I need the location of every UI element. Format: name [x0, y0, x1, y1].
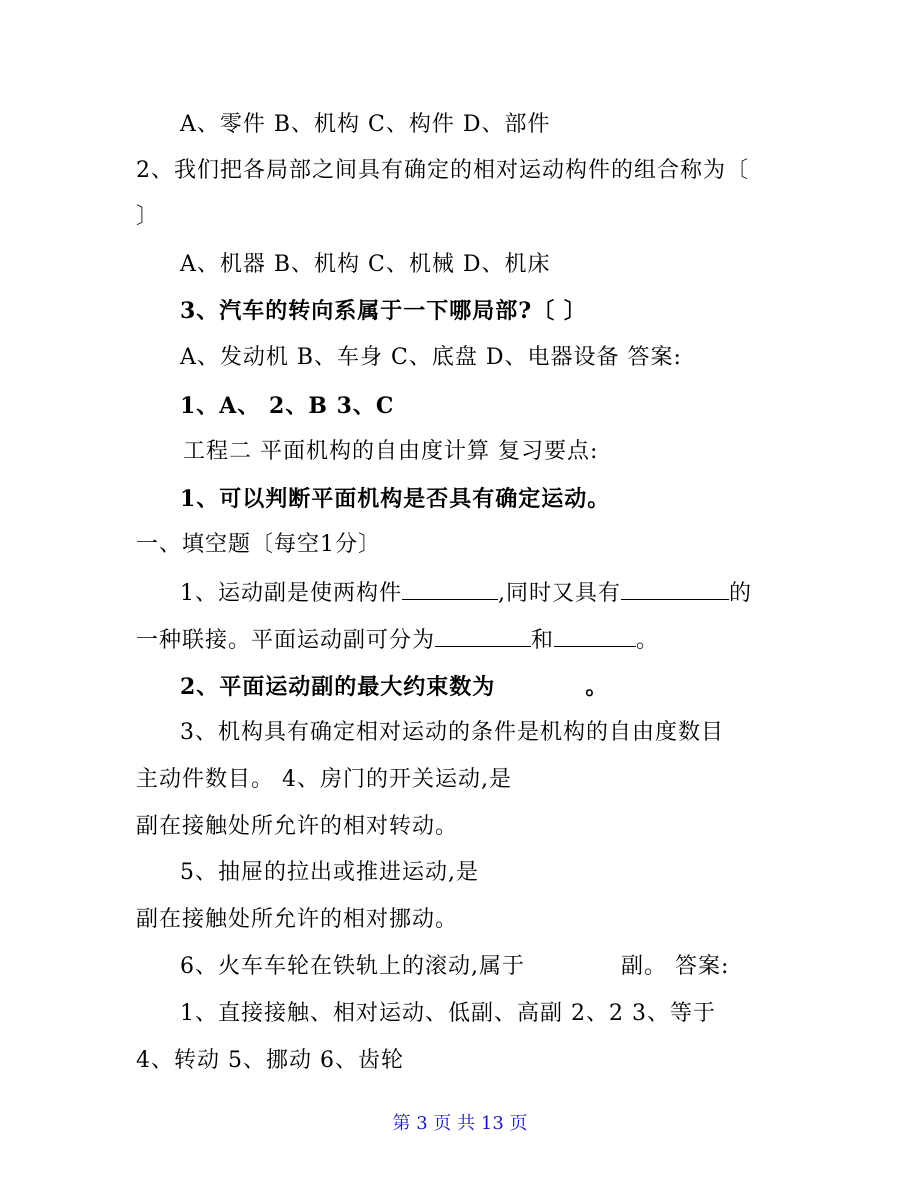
fill-1-line2-part2: 和	[531, 628, 555, 653]
fill-2-end: 。	[585, 674, 609, 700]
q2-options: A、机器 B、机构 C、机械 D、机床	[180, 252, 551, 277]
fill-question-3-line2: 主动件数目。 4、房门的开关运动,是	[136, 767, 512, 792]
q2-close-bracket: 〕	[136, 204, 160, 229]
answer-blank	[402, 577, 498, 600]
fill-question-1	[180, 577, 752, 609]
fill-question-6	[180, 952, 729, 982]
fill-question-2	[180, 672, 608, 702]
footer-middle: 页 共	[433, 1113, 476, 1134]
fill-question-3: 3、机构具有确定相对运动的条件是机构的自由度数目	[180, 720, 724, 745]
footer-page-number: 3	[416, 1113, 428, 1134]
footer-total-pages: 13	[480, 1113, 504, 1134]
fill-question-1-line2	[136, 624, 659, 656]
fill-1-part1: 1、运动副是使两构件	[180, 581, 402, 606]
footer-suffix: 页	[509, 1113, 528, 1134]
answers-part2-line1: 1、直接接触、相对运动、低副、高副 2、2 3、等于	[180, 1001, 716, 1026]
fill-question-5: 5、抽屉的拉出或推进运动,是	[180, 860, 479, 885]
fill-question-4-line2: 副在接触处所允许的相对转动。	[136, 814, 459, 839]
fill-1-part3: 的	[729, 581, 753, 606]
project2-title: 工程二 平面机构的自由度计算 复习要点:	[183, 439, 599, 464]
page-footer	[0, 1112, 920, 1136]
footer-prefix: 第	[392, 1113, 411, 1134]
review-point-1: 1、可以判断平面机构是否具有确定运动。	[180, 486, 611, 512]
fill-question-5-line2: 副在接触处所允许的相对挪动。	[136, 907, 459, 932]
answer-blank	[435, 624, 531, 647]
fill-1-line2-part3: 。	[636, 628, 660, 653]
answers-part2-line2: 4、转动 5、挪动 6、齿轮	[136, 1048, 404, 1073]
fill-2-text: 2、平面运动副的最大约束数为	[180, 674, 496, 700]
q2-question: 2、我们把各局部之间具有确定的相对运动构件的组合称为〔	[136, 158, 749, 183]
q1-options: A、零件 B、机构 C、构件 D、部件	[180, 112, 551, 137]
section-fill-in-blank: 一、填空题〔每空1分〕	[136, 532, 381, 557]
q3-options: A、发动机 B、车身 C、底盘 D、电器设备 答案:	[180, 345, 682, 370]
answer-blank	[621, 577, 729, 600]
answers-part1: 1、A、 2、B 3、C	[180, 393, 395, 419]
answer-blank	[554, 624, 636, 647]
fill-6-text: 6、火车车轮在铁轨上的滚动,属于	[180, 954, 525, 979]
fill-6-end: 副。 答案:	[621, 954, 730, 979]
fill-1-part2: ,同时又具有	[498, 581, 621, 606]
q3-question: 3、汽车的转向系属于一下哪局部?〔 〕	[180, 298, 587, 324]
fill-1-line2-part1: 一种联接。平面运动副可分为	[136, 628, 436, 653]
